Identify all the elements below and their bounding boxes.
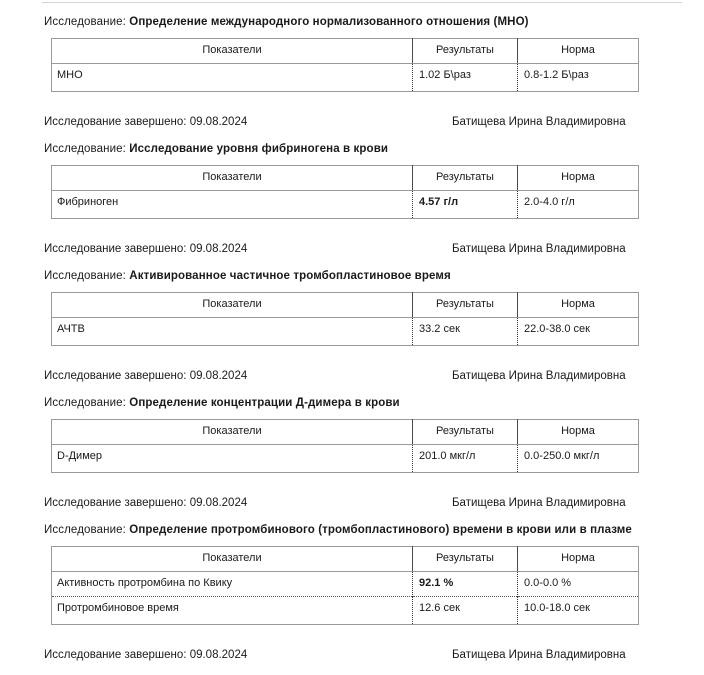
cell-norm: 0.0-0.0 % [518, 572, 639, 597]
table-row [52, 597, 639, 625]
completed-date-block [44, 115, 452, 129]
table-spacer [44, 473, 660, 496]
completed-line [44, 115, 660, 129]
completed-date-block [44, 496, 452, 510]
column-header-result: Результаты [413, 420, 518, 445]
doctor-name: Батищева Ирина Владимировна [452, 497, 626, 509]
doctor-name: Батищева Ирина Владимировна [452, 370, 626, 382]
results-table [51, 546, 639, 625]
column-header-indicator: Показатели [52, 166, 413, 191]
study-section [44, 396, 660, 523]
table-row [52, 318, 639, 346]
study-name: Определение международного нормализованного отношения (МНО) [129, 16, 529, 28]
cell-indicator: Фибриноген [52, 191, 413, 219]
doctor-name: Батищева Ирина Владимировна [452, 243, 626, 255]
cell-result: 1.02 Б\раз [413, 64, 518, 92]
completed-label: Исследование завершено: [44, 649, 187, 661]
section-spacer [44, 510, 660, 523]
study-title-line [44, 396, 660, 410]
column-header-result: Результаты [413, 293, 518, 318]
completed-date-block [44, 242, 452, 256]
cell-indicator: Активность протромбина по Квику [52, 572, 413, 597]
study-title-line [44, 15, 660, 29]
study-name: Исследование уровня фибриногена в крови [129, 143, 389, 155]
table-header-row [52, 293, 639, 318]
study-name: Определение протромбинового (тромбопластинового) времени в крови или в плазме [129, 524, 632, 536]
completed-line [44, 496, 660, 510]
column-header-result: Результаты [413, 166, 518, 191]
study-section [44, 523, 660, 675]
cell-result: 4.57 г/л [413, 191, 518, 219]
cell-norm: 22.0-38.0 сек [518, 318, 639, 346]
table-spacer [44, 625, 660, 648]
column-header-indicator: Показатели [52, 420, 413, 445]
column-header-result: Результаты [413, 547, 518, 572]
section-spacer [44, 256, 660, 269]
table-spacer [44, 92, 660, 115]
study-title-line [44, 142, 660, 156]
completed-label: Исследование завершено: [44, 243, 187, 255]
cell-result: 201.0 мкг/л [413, 445, 518, 473]
table-header-row [52, 547, 639, 572]
study-label: Исследование: [44, 143, 126, 155]
study-title-line [44, 523, 660, 537]
cell-result: 92.1 % [413, 572, 518, 597]
table-header-row [52, 166, 639, 191]
table-spacer [44, 219, 660, 242]
completed-label: Исследование завершено: [44, 497, 187, 509]
study-label: Исследование: [44, 524, 126, 536]
cell-result: 12.6 сек [413, 597, 518, 625]
results-table [51, 38, 639, 92]
section-spacer [44, 662, 660, 675]
completed-date: 09.08.2024 [189, 370, 248, 382]
results-table [51, 292, 639, 346]
completed-line [44, 369, 660, 383]
study-name: Определение концентрации Д-димера в крови [129, 397, 400, 409]
completed-date-block [44, 648, 452, 662]
column-header-indicator: Показатели [52, 547, 413, 572]
doctor-name: Батищева Ирина Владимировна [452, 116, 626, 128]
study-label: Исследование: [44, 270, 126, 282]
study-name: Активированное частичное тромбопластиновое время [129, 270, 451, 282]
cell-indicator: Протромбиновое время [52, 597, 413, 625]
cell-norm: 2.0-4.0 г/л [518, 191, 639, 219]
column-header-norm: Норма [518, 166, 639, 191]
completed-date: 09.08.2024 [189, 497, 248, 509]
column-header-norm: Норма [518, 547, 639, 572]
study-section [44, 15, 660, 142]
study-section [44, 269, 660, 396]
column-header-norm: Норма [518, 39, 639, 64]
column-header-indicator: Показатели [52, 293, 413, 318]
column-header-norm: Норма [518, 293, 639, 318]
table-header-row [52, 39, 639, 64]
table-header-row [52, 420, 639, 445]
cell-result: 33.2 сек [413, 318, 518, 346]
cell-indicator: АЧТВ [52, 318, 413, 346]
completed-date: 09.08.2024 [189, 243, 248, 255]
table-row [52, 572, 639, 597]
cell-indicator: D-Димер [52, 445, 413, 473]
cell-indicator: МНО [52, 64, 413, 92]
column-header-norm: Норма [518, 420, 639, 445]
study-section [44, 142, 660, 269]
column-header-result: Результаты [413, 39, 518, 64]
completed-line [44, 648, 660, 662]
cell-norm: 10.0-18.0 сек [518, 597, 639, 625]
table-row [52, 64, 639, 92]
table-row [52, 445, 639, 473]
doctor-name: Батищева Ирина Владимировна [452, 649, 626, 661]
completed-date-block [44, 369, 452, 383]
completed-label: Исследование завершено: [44, 370, 187, 382]
table-spacer [44, 346, 660, 369]
cell-norm: 0.0-250.0 мкг/л [518, 445, 639, 473]
study-label: Исследование: [44, 16, 126, 28]
results-table [51, 419, 639, 473]
top-divider [42, 2, 682, 3]
column-header-indicator: Показатели [52, 39, 413, 64]
study-sections-container [44, 15, 660, 675]
completed-date: 09.08.2024 [189, 649, 248, 661]
section-spacer [44, 129, 660, 142]
study-title-line [44, 269, 660, 283]
completed-label: Исследование завершено: [44, 116, 187, 128]
results-table [51, 165, 639, 219]
table-row [52, 191, 639, 219]
completed-date: 09.08.2024 [189, 116, 248, 128]
completed-line [44, 242, 660, 256]
cell-norm: 0.8-1.2 Б\раз [518, 64, 639, 92]
study-label: Исследование: [44, 397, 126, 409]
section-spacer [44, 383, 660, 396]
